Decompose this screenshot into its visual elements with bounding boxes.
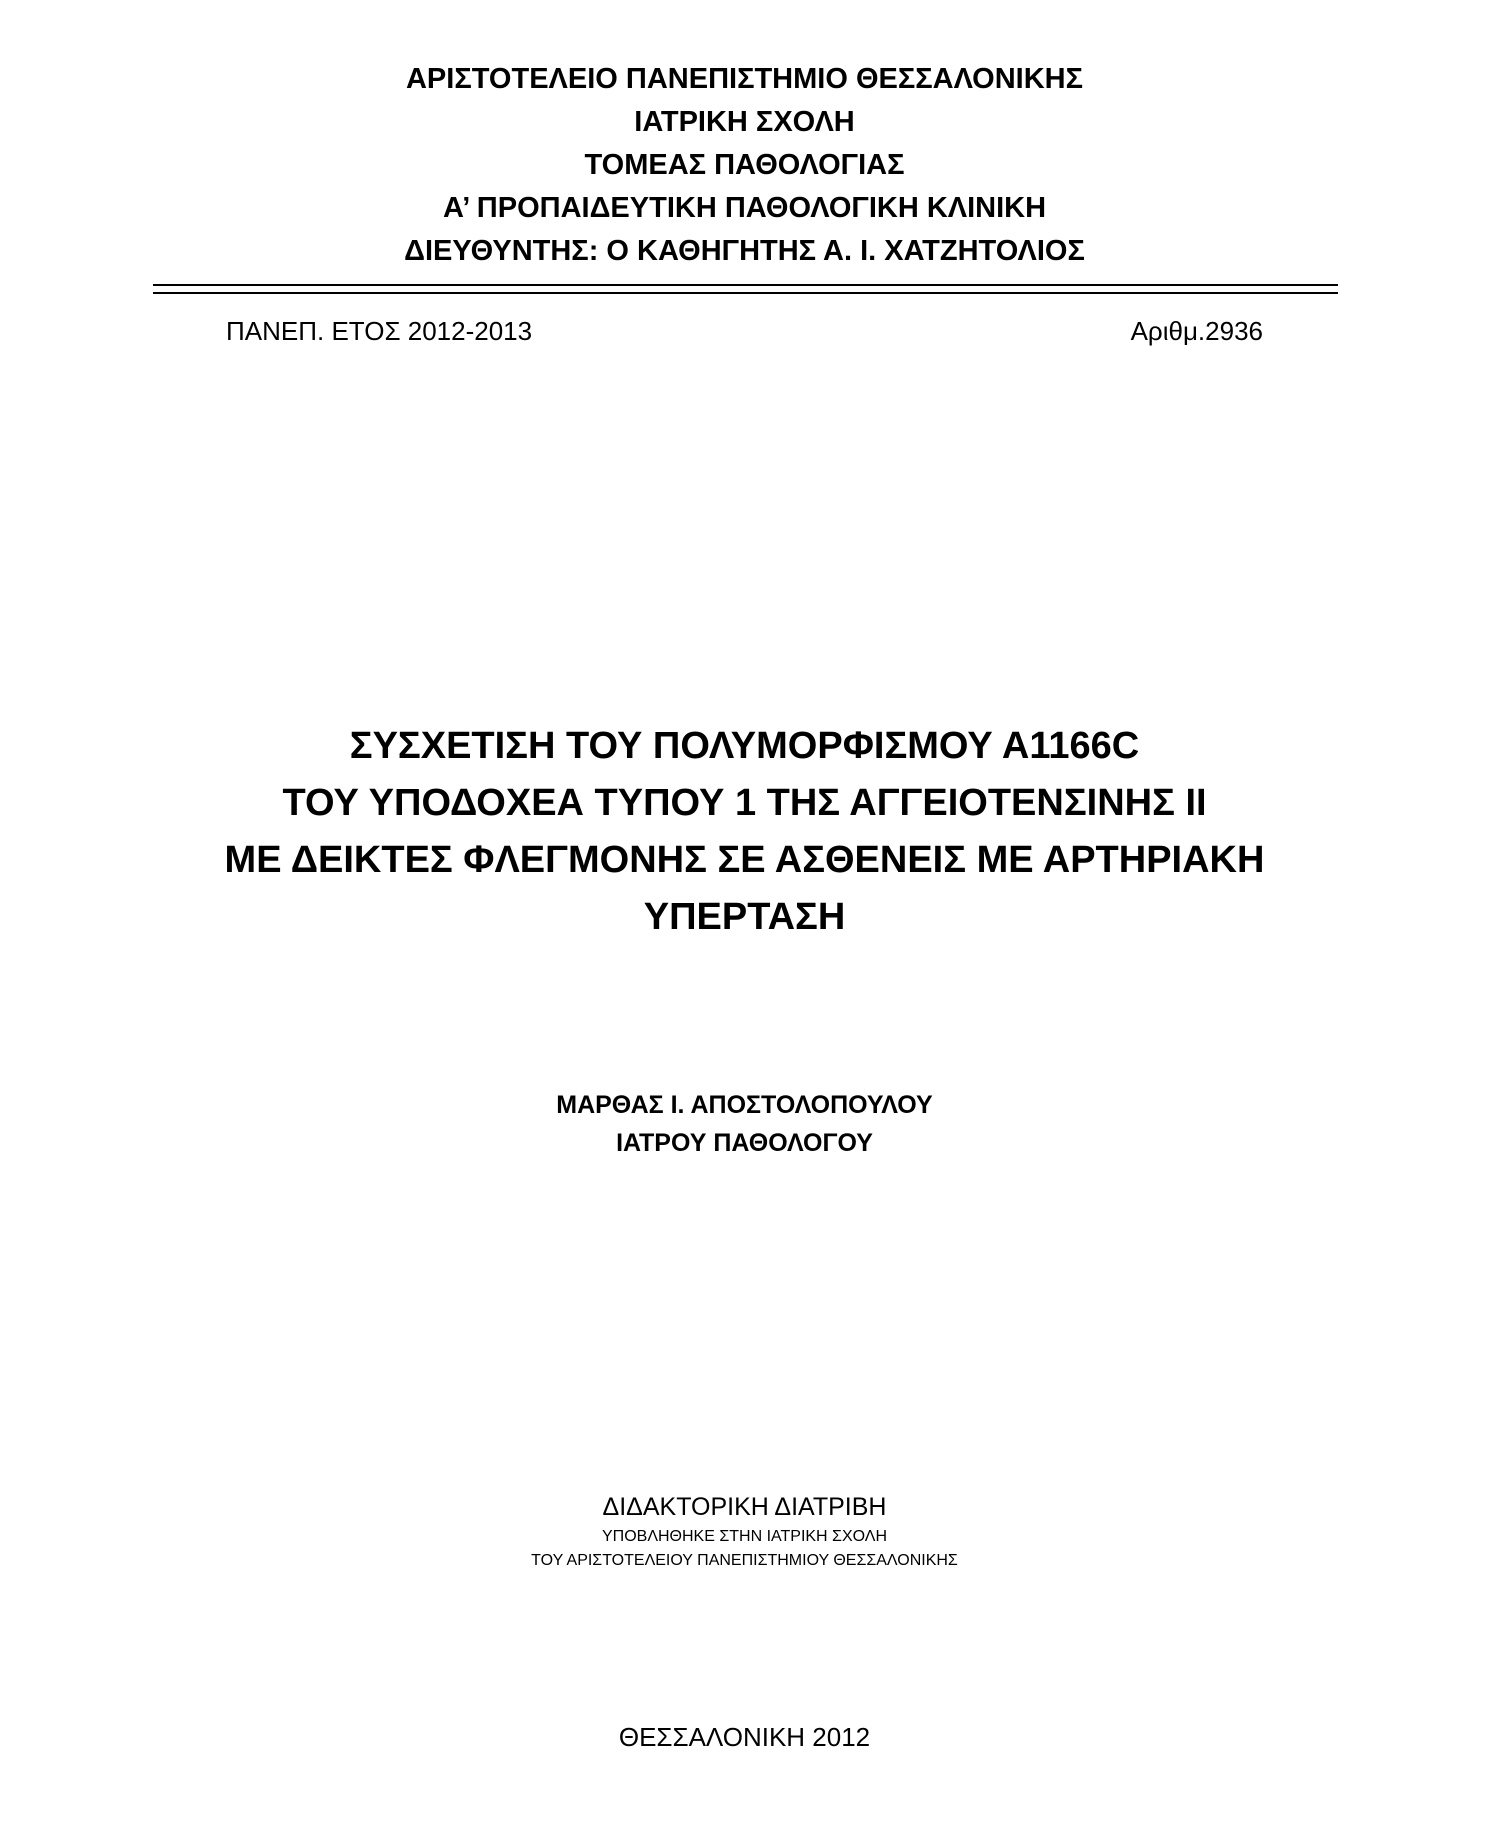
- thesis-number: Αριθμ.2936: [1130, 316, 1263, 346]
- title-line: ΜΕ ΔΕΙΚΤΕΣ ΦΛΕΓΜΟΝΗΣ ΣΕ ΑΣΘΕΝΕΙΣ ΜΕ ΑΡΤΗΡΙΑΚΗ: [224, 839, 1265, 881]
- submission-line: ΤΟΥ ΑΡΙΣΤΟΤΕΛΕΙΟΥ ΠΑΝΕΠΙΣΤΗΜΙΟΥ ΘΕΣΣΑΛΟΝΙΚΗΣ: [531, 1552, 958, 1569]
- school-name: ΙΑΤΡΙΚΗ ΣΧΟΛΗ: [634, 106, 855, 138]
- title-line: ΤΟΥ ΥΠΟΔΟΧΕΑ ΤΥΠΟΥ 1 ΤΗΣ ΑΓΓΕΙΟΤΕΝΣΙΝΗΣ ΙΙ: [282, 782, 1207, 824]
- clinic-name: Α’ ΠΡΟΠΑΙΔΕΥΤΙΚΗ ΠΑΘΟΛΟΓΙΚΗ ΚΛΙΝΙΚΗ: [442, 192, 1047, 224]
- author-role: ΙΑΤΡΟΥ ΠΑΘΟΛΟΓΟΥ: [616, 1129, 873, 1157]
- header-divider-top: [153, 284, 1338, 286]
- submission-line: ΥΠΟΒΛΗΘΗΚΕ ΣΤΗΝ ΙΑΤΡΙΚΗ ΣΧΟΛΗ: [601, 1528, 888, 1545]
- thesis-info: [0, 1489, 1489, 1573]
- director-line: ΔΙΕΥΘΥΝΤΗΣ: Ο ΚΑΘΗΓΗΤΗΣ Α. Ι. ΧΑΤΖΗΤΟΛΙΟΣ: [404, 235, 1085, 267]
- title-line: ΥΠΕΡΤΑΣΗ: [643, 896, 846, 938]
- thesis-title: [0, 718, 1489, 946]
- author-block: [0, 1086, 1489, 1162]
- academic-year: ΠΑΝΕΠ. ΕΤΟΣ 2012-2013: [226, 316, 533, 346]
- institution-header: [0, 58, 1489, 273]
- title-line: ΣΥΣΧΕΤΙΣΗ ΤΟΥ ΠΟΛΥΜΟΡΦΙΣΜΟΥ Α1166C: [349, 725, 1140, 767]
- place-year: ΘΕΣΣΑΛΟΝΙΚΗ 2012: [618, 1722, 871, 1752]
- thesis-type: ΔΙΔΑΚΤΟΡΙΚΗ ΔΙΑΤΡΙΒΗ: [602, 1493, 887, 1521]
- header-divider-bottom: [153, 292, 1338, 294]
- department-name: ΤΟΜΕΑΣ ΠΑΘΟΛΟΓΙΑΣ: [584, 149, 905, 181]
- university-name: ΑΡΙΣΤΟΤΕΛΕΙΟ ΠΑΝΕΠΙΣΤΗΜΙΟ ΘΕΣΣΑΛΟΝΙΚΗΣ: [405, 63, 1084, 95]
- author-name: ΜΑΡΘΑΣ Ι. ΑΠΟΣΤΟΛΟΠΟΥΛΟΥ: [556, 1091, 933, 1119]
